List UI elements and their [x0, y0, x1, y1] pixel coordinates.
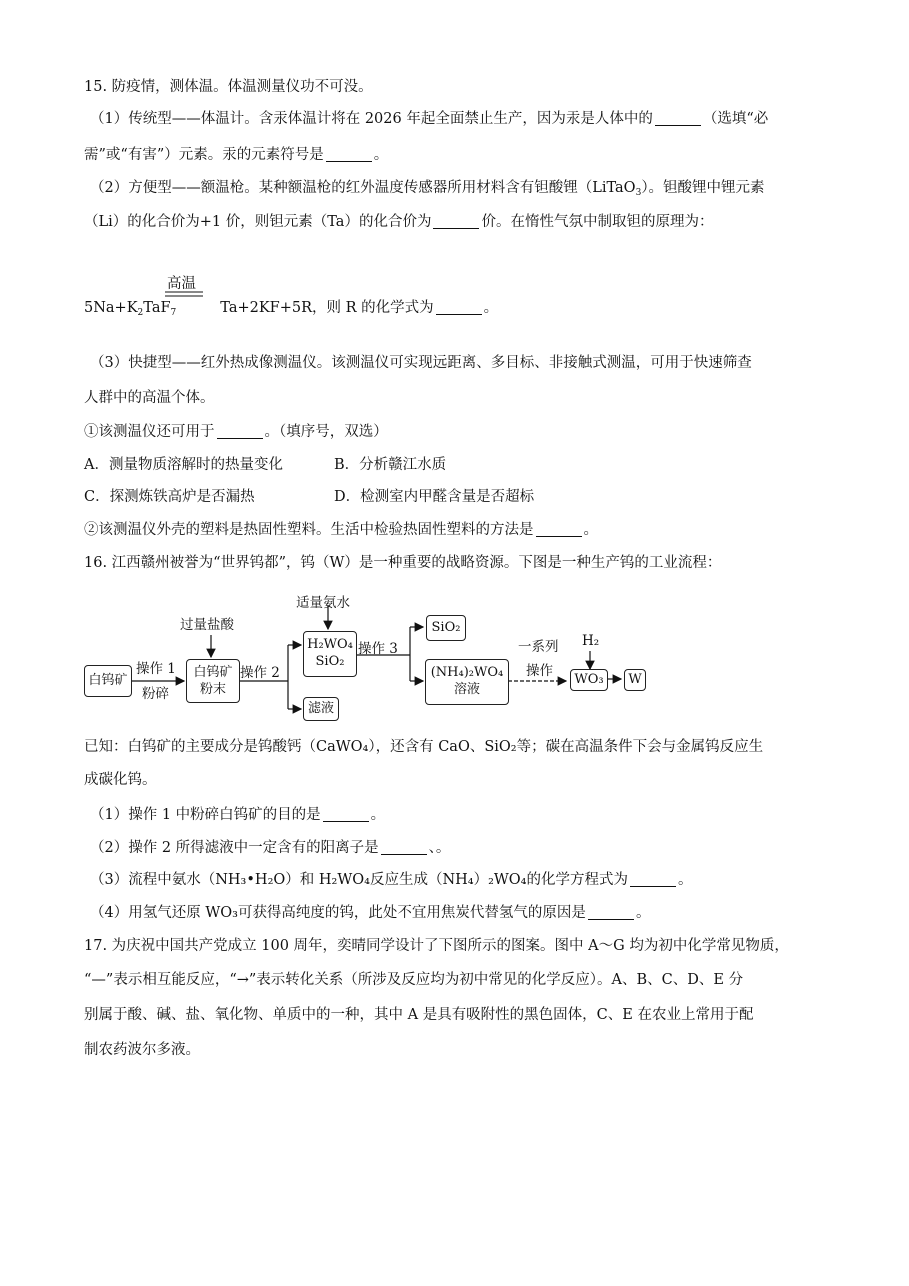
q17-line4: 制农药波尔多液。 [84, 1042, 200, 1058]
label-op1: 操作 1 [136, 661, 176, 677]
q17-line1: 17. 为庆祝中国共产党成立 100 周年，奕晴同学设计了下图所示的图案。图中 A～G 均为初中化学常见物质， [84, 938, 789, 954]
q16-sub2: （2）操作 2 所得滤液中一定含有的阳离子是 、。 [90, 840, 451, 856]
option-c: C．探测炼铁高炉是否漏热 [84, 489, 255, 505]
q15-part3-line2: 人群中的高温个体。 [84, 390, 215, 406]
box-filtrate: 滤液 [303, 697, 339, 721]
q17-line3: 别属于酸、碱、盐、氧化物、单质中的一种，其中 A 是具有吸附性的黑色固体，C、E 在农业上常用于配 [84, 1007, 754, 1023]
box-wo3: WO₃ [570, 669, 608, 691]
answer-blank[interactable] [217, 424, 263, 439]
option-a: A．测量物质溶解时的热量变化 [84, 457, 283, 473]
box-w: W [624, 669, 646, 691]
equation-double-line [165, 290, 205, 298]
q15-part3-q1: ①该测温仪还可用于 。（填序号，双选） [84, 424, 388, 440]
q16-known-line2: 成碳化钨。 [84, 772, 157, 788]
q16-sub4: （4）用氢气还原 WO₃可获得高纯度的钨，此处不宜用焦炭代替氢气的原因是 。 [90, 905, 651, 921]
answer-blank[interactable] [323, 807, 369, 822]
label-ammonia: 适量氨水 [296, 595, 350, 611]
q15-part1-line2: 需”或“有害”）元素。汞的元素符号是 。 [84, 147, 389, 163]
label-op2: 操作 2 [240, 665, 280, 681]
q15-part2-line1: （2）方便型——额温枪。某种额温枪的红外温度传感器所用材料含有钽酸锂（LiTaO$_3$）。钽酸锂中锂元素 [90, 180, 765, 198]
answer-blank[interactable] [655, 111, 701, 126]
q15-title: 15. 防疫情，测体温。体温测量仪功不可没。 [84, 79, 373, 95]
label-operation: 操作 [526, 663, 553, 679]
box-scheelite-ore: 白钨矿 [84, 665, 132, 697]
q15-part3-q2: ②该测温仪外壳的塑料是热固性塑料。生活中检验热固性塑料的方法是 。 [84, 522, 598, 538]
q15-part2-line2: （Li）的化合价为+1 价，则钽元素（Ta）的化合价为 价。在惰性气氛中制取钽的原理为： [84, 214, 714, 230]
q17-line2: “—”表示相互能反应，“→”表示转化关系（所涉及反应均为初中常见的化学反应）。A、B、C、D、E 分 [84, 972, 744, 988]
box-sio2: SiO₂ [426, 615, 466, 641]
q15-equation: $5Na+K_2TaF_7$ Ta+2KF+5R，则 R 的化学式为 。 [84, 300, 499, 318]
label-h2: H₂ [582, 633, 600, 649]
option-b: B．分析赣江水质 [334, 457, 447, 473]
answer-blank[interactable] [436, 300, 482, 315]
q16-title: 16. 江西赣州被誉为“世界钨都”，钨（W）是一种重要的战略资源。下图是一种生产钨的工业流程： [84, 555, 722, 571]
q16-sub3: （3）流程中氨水（NH₃•H₂O）和 H₂WO₄反应生成（NH₄）₂WO₄的化学方程式为 。 [90, 872, 693, 888]
box-ammonium-tungstate: (NH₄)₂WO₄ 溶液 [425, 659, 509, 705]
reaction-condition: 高温 [167, 276, 196, 292]
answer-blank[interactable] [630, 872, 676, 887]
answer-blank[interactable] [536, 522, 582, 537]
label-op3: 操作 3 [358, 641, 398, 657]
answer-blank[interactable] [433, 214, 479, 229]
label-excess-hcl: 过量盐酸 [180, 617, 234, 633]
box-h2wo4-sio2: H₂WO₄ SiO₂ [303, 631, 357, 677]
option-d: D．检测室内甲醛含量是否超标 [334, 489, 535, 505]
q15-part1-line1: （1）传统型——体温计。含汞体温计将在 2026 年起全面禁止生产，因为汞是人体中的 （选填“必 [90, 111, 769, 127]
answer-blank[interactable] [381, 840, 427, 855]
box-scheelite-powder: 白钨矿 粉末 [186, 659, 240, 703]
q16-known-line1: 已知：白钨矿的主要成分是钨酸钙（CaWO₄），还含有 CaO、SiO₂等；碳在高温条件下会与金属钨反应生 [84, 739, 764, 755]
q16-sub1: （1）操作 1 中粉碎白钨矿的目的是 。 [90, 807, 386, 823]
process-flow-diagram [80, 585, 660, 735]
label-crush: 粉碎 [142, 686, 169, 702]
answer-blank[interactable] [326, 147, 372, 162]
label-series: 一系列 [518, 639, 559, 655]
answer-blank[interactable] [588, 905, 634, 920]
q15-part3-line1: （3）快捷型——红外热成像测温仪。该测温仪可实现远距离、多目标、非接触式测温，可用于快速筛查 [90, 355, 752, 371]
